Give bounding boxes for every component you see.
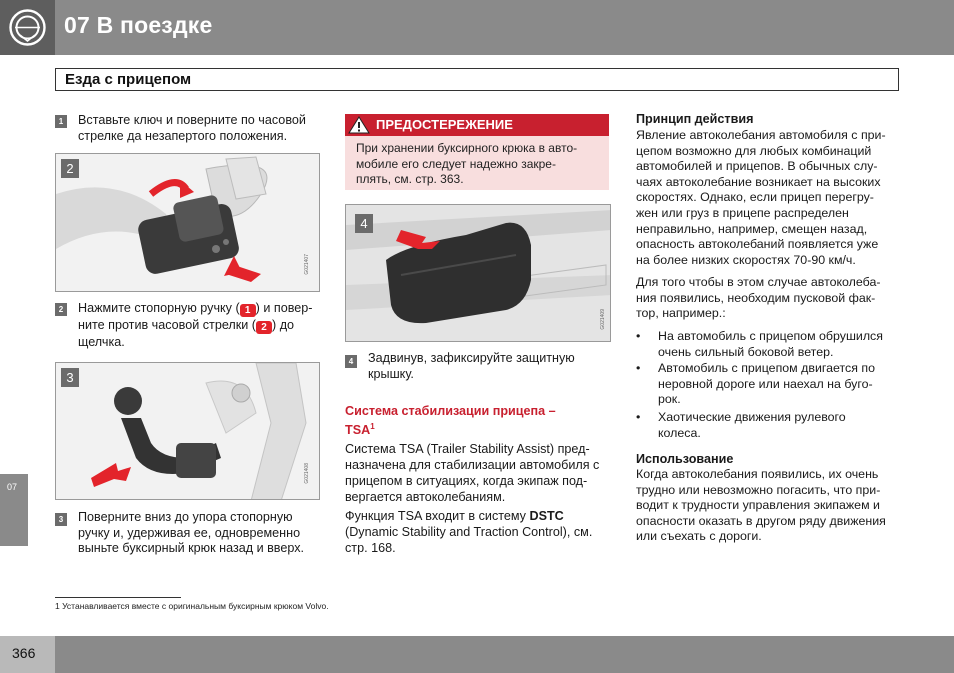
figure-badge: 2 bbox=[61, 159, 79, 178]
text-line: опасности оказать в другом ряду движения bbox=[636, 513, 886, 528]
side-tab-label: 07 bbox=[7, 482, 18, 492]
text-line: автомобилей и прицепов. В обычных слу- bbox=[636, 159, 878, 174]
text-line: (Dynamic Stability and Traction Control), см. bbox=[345, 525, 593, 539]
text-line: на более низких скоростях 70-90 км/ч. bbox=[636, 252, 856, 267]
text-line: Явление автоколебания автомобиля с при- bbox=[636, 128, 886, 142]
warning-box bbox=[345, 114, 609, 190]
step-number: 1 bbox=[55, 115, 67, 128]
text-line: назначена для стабилизации автомобиля с bbox=[345, 458, 600, 472]
logo-box bbox=[0, 0, 55, 55]
text-line: прицепом в ситуациях, когда экипаж под- bbox=[345, 474, 588, 488]
text-line: или съехать с дороги. bbox=[636, 529, 762, 544]
text-line: цепом возможно для любых комбинаций bbox=[636, 143, 872, 158]
step-number: 4 bbox=[345, 355, 357, 368]
ref-number-2: 2 bbox=[256, 321, 272, 334]
text-line: ния появились, необходим пусковой фак- bbox=[636, 290, 876, 305]
footnote: 1 Устанавливается вместе с оригинальным буксирным крюком Volvo. bbox=[55, 601, 329, 611]
bullet-text bbox=[658, 361, 903, 408]
column-3 bbox=[636, 112, 906, 552]
bullet-text bbox=[658, 329, 903, 360]
step-text-line: стрелке да незапертого положения. bbox=[78, 129, 288, 143]
figure-badge: 4 bbox=[355, 214, 373, 233]
step-text bbox=[78, 300, 323, 351]
principle-paragraph bbox=[636, 128, 906, 268]
step-text-line: ните против часовой стрелки ( 2 ) до bbox=[78, 318, 295, 333]
usage-heading: Использование bbox=[636, 452, 734, 466]
warning-header bbox=[345, 114, 609, 136]
text-line: Для того чтобы в этом случае автоколеба- bbox=[636, 275, 881, 289]
step-text bbox=[78, 112, 306, 144]
warning-line: плять, см. стр. 363. bbox=[356, 172, 464, 186]
text-line: Система TSA (Trailer Stability Assist) пред- bbox=[345, 442, 590, 456]
chapter-side-tab bbox=[0, 474, 28, 546]
trigger-paragraph bbox=[636, 275, 906, 322]
protective-cover-illustration bbox=[346, 205, 611, 342]
text-line: трудно или невозможно погасить, что при- bbox=[636, 482, 881, 497]
figure-4 bbox=[345, 204, 611, 342]
principle-heading: Принцип действия bbox=[636, 112, 754, 126]
tsa-heading-line: TSA$^1$ bbox=[345, 422, 375, 438]
step-text bbox=[78, 510, 304, 557]
dstc-term: DSTC bbox=[529, 509, 564, 523]
warning-line: При хранении буксирного крюка в авто- bbox=[356, 141, 578, 155]
text-line: водит к трудности управления экипажем и bbox=[636, 498, 880, 513]
text-line: На автомобиль с прицепом обрушился bbox=[658, 329, 883, 343]
column-2 bbox=[345, 350, 611, 560]
warning-line: мобиле его следует надежно закре- bbox=[356, 156, 556, 171]
text-line: колеса. bbox=[658, 425, 701, 440]
text-line: вергается автоколебаниям. bbox=[345, 490, 506, 504]
text-line: опасность автоколебаний появляется уже bbox=[636, 237, 879, 252]
tsa-paragraph-1 bbox=[345, 441, 611, 505]
warning-text bbox=[356, 141, 604, 188]
text-line: неровной дороге или наехал на буго- bbox=[658, 376, 873, 391]
page-number: 366 bbox=[12, 645, 36, 661]
figure-code: G021409 bbox=[600, 309, 606, 330]
step-text-line: крышку. bbox=[368, 367, 414, 381]
text-line: неправильно, например, смещен назад, bbox=[636, 221, 868, 236]
text-line: скоростях. Однако, если прицеп перегру- bbox=[636, 190, 874, 205]
step-number: 3 bbox=[55, 513, 67, 526]
text-line: тор, например.: bbox=[636, 306, 726, 321]
step-text-line: выньте буксирный крюк назад и вверх. bbox=[78, 541, 305, 555]
text-line: жен или груз в прицепе распределен bbox=[636, 205, 849, 220]
tow-hook-lock-illustration bbox=[56, 154, 320, 292]
warning-triangle-icon bbox=[348, 116, 370, 134]
step-text-line: Нажмите стопорную ручку ( 1 ) и повер- bbox=[78, 301, 313, 316]
tsa-heading-line: Система стабилизации прицепа – bbox=[345, 404, 556, 418]
bullet-dot: • bbox=[636, 361, 641, 375]
page-number-box bbox=[0, 636, 55, 673]
column-1 bbox=[55, 112, 320, 562]
text-line: чаях автоколебание возникает на высоких bbox=[636, 174, 881, 189]
text-line: стр. 168. bbox=[345, 541, 396, 555]
text-line: Когда автоколебания появились, их очень bbox=[636, 467, 879, 481]
page-footer bbox=[0, 636, 954, 673]
section-title: Езда с прицепом bbox=[65, 71, 192, 88]
tsa-paragraph-2 bbox=[345, 508, 611, 556]
warning-title: ПРЕДОСТЕРЕЖЕНИЕ bbox=[376, 117, 513, 132]
step-text-line: ручку и, удерживая ее, одновременно bbox=[78, 525, 301, 540]
volvo-logo-icon bbox=[8, 8, 47, 47]
figure-3 bbox=[55, 362, 320, 500]
figure-badge: 3 bbox=[61, 368, 79, 387]
step-text-line: Задвинув, зафиксируйте защитную bbox=[368, 351, 575, 365]
figure-2 bbox=[55, 153, 320, 292]
section-bar bbox=[55, 68, 899, 91]
step-text-line: Поверните вниз до упора стопорную bbox=[78, 510, 293, 524]
step-text-line: Вставьте ключ и поверните по часовой bbox=[78, 113, 306, 127]
text-line: Автомобиль с прицепом двигается по bbox=[658, 361, 875, 375]
footnote-ref: 1 bbox=[370, 422, 375, 431]
step-text-line: щелчка. bbox=[78, 335, 125, 349]
usage-paragraph bbox=[636, 467, 906, 545]
footnote-divider bbox=[55, 597, 181, 598]
chapter-title: 07 В поездке bbox=[64, 12, 213, 38]
bullet-text bbox=[658, 410, 903, 441]
tow-hook-removal-illustration bbox=[56, 363, 320, 500]
bullet-dot: • bbox=[636, 329, 641, 343]
step-number: 2 bbox=[55, 303, 67, 316]
text-line: Хаотические движения рулевого bbox=[658, 410, 846, 424]
tsa-heading bbox=[345, 403, 556, 438]
ref-number-1: 1 bbox=[240, 304, 256, 317]
step-text bbox=[368, 350, 575, 382]
bullet-dot: • bbox=[636, 410, 641, 424]
text-line: очень сильный боковой ветер. bbox=[658, 344, 834, 359]
figure-code: G021407 bbox=[304, 254, 310, 275]
text-line: Функция TSA входит в систему DSTC bbox=[345, 509, 564, 523]
text-line: рок. bbox=[658, 392, 681, 407]
figure-code: G021408 bbox=[304, 463, 310, 484]
